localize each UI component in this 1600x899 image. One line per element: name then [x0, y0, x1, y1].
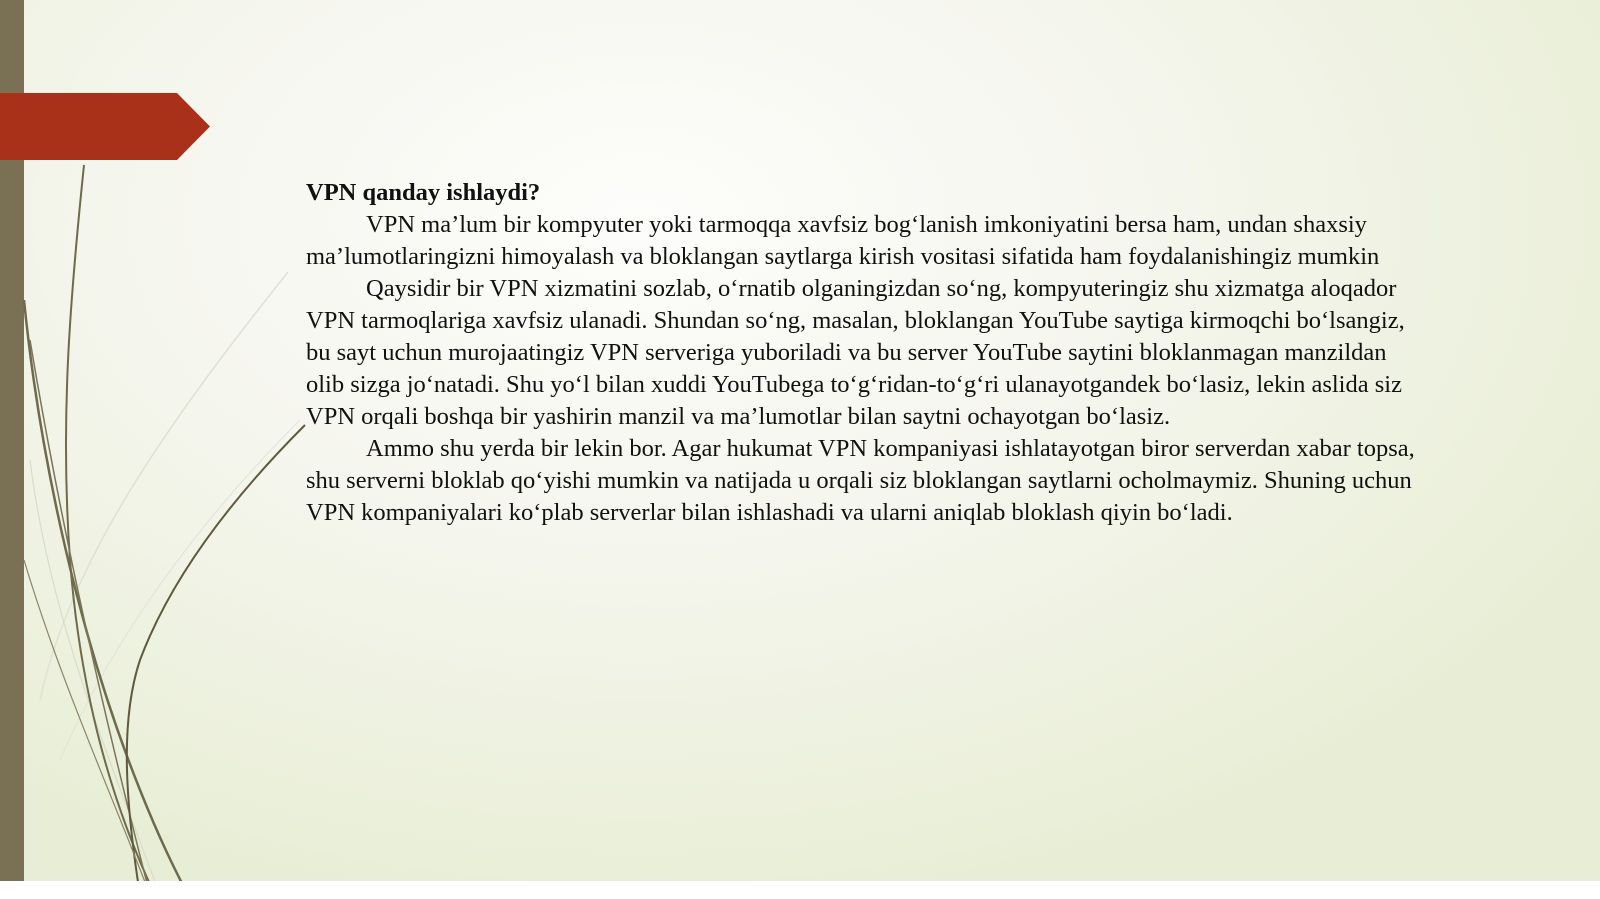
red-arrow-banner-icon — [0, 93, 210, 160]
bottom-edge — [0, 881, 1600, 899]
paragraph-3: Ammo shu yerda bir lekin bor. Agar hukumat VPN kompaniyasi ishlatayotgan biror serverdan xabar topsa, shu serverni bloklab qo‘yishi mumkin va natijada u orqali siz bloklangan saytlarni ocholmaymiz. Shuning uchun VPN kompaniyalari ko‘plab serverlar bilan ishlashadi va ularni aniqlab bloklash qiyin bo‘ladi. — [306, 435, 1415, 526]
paragraph-2: Qaysidir bir VPN xizmatini sozlab, o‘rnatib olganingizdan so‘ng, kompyuteringiz shu xizmatga aloqador VPN tarmoqlariga xavfsiz ulanadi. Shundan so‘ng, masalan, bloklangan YouTube saytiga kirmoqchi bo‘lsangiz, bu sayt uchun murojaatingiz VPN serveriga yuboriladi va bu server YouTube saytini bloklanmagan manzildan olib sizga jo‘natadi. Shu yo‘l bilan xuddi YouTubega to‘g‘ridan-to‘g‘ri ulanayotgandek bo‘lasiz, lekin aslida siz VPN orqali boshqa bir yashirin manzil va ma’lumotlar bilan saytni ochayotgan bo‘lasiz. — [306, 275, 1405, 430]
slide-content — [306, 177, 1416, 529]
paragraph-1: VPN ma’lum bir kompyuter yoki tarmoqqa xavfsiz bog‘lanish imkoniyatini bersa ham, undan shaxsiy ma’lumotlaringizni himoyalash va bloklangan saytlarga kirish vositasi sifatida ham foydalanishingiz mumkin — [306, 211, 1380, 270]
slide-title: VPN qanday ishlaydi? — [306, 179, 541, 206]
